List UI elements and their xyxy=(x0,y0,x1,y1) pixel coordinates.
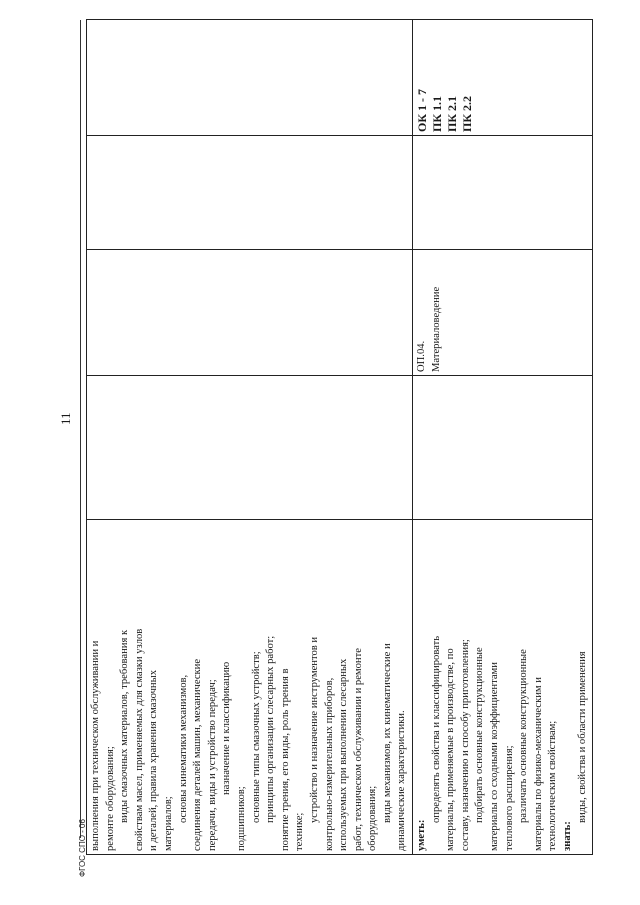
text-line: материалы со сходными коэффициентами xyxy=(489,662,501,851)
content-cell xyxy=(87,520,413,855)
empty-cell xyxy=(87,136,413,250)
competency-code: ОК 1 - 7 xyxy=(415,88,430,132)
text-line: виды смазочных материалов, требования к xyxy=(119,629,131,823)
discipline-cell xyxy=(413,250,593,376)
text-line: виды, свойства и области применения xyxy=(576,651,588,823)
text-line: материалов; xyxy=(162,796,174,851)
text-line: работ, техническом обслуживании и ремонте xyxy=(352,648,364,851)
empty-cell xyxy=(87,376,413,520)
text-line: устройство и назначение инструментов и xyxy=(308,636,320,823)
table-row xyxy=(413,20,593,855)
text-line: различать основные конструкционные xyxy=(518,649,530,823)
text-line: основы кинематики механизмов, xyxy=(177,674,189,823)
competency-code: ПК 1.1 xyxy=(430,95,445,132)
text-line: принципы организации слесарных работ; xyxy=(265,635,277,823)
empty-cell xyxy=(87,20,413,136)
text-line: динамические характеристики. xyxy=(396,710,408,851)
text-line: основные типы смазочных устройств; xyxy=(250,651,262,823)
competencies-cell xyxy=(413,20,593,136)
text-line: оборудования; xyxy=(367,785,379,851)
competency-code: ПК 2.2 xyxy=(460,95,475,132)
text-line: понятие трения, его виды, роль трения в xyxy=(279,668,291,851)
text-line: используемых при выполнении слесарных xyxy=(338,658,350,851)
competency-table xyxy=(86,19,593,855)
discipline-name: Материаловедение xyxy=(430,286,442,372)
text-line: соединения деталей машин, механические xyxy=(192,658,204,851)
empty-cell xyxy=(87,250,413,376)
text-line: назначение и классификацию xyxy=(221,661,233,795)
empty-cell xyxy=(413,376,593,520)
content-cell xyxy=(413,520,593,855)
discipline-code: ОП.04. xyxy=(416,340,428,372)
text-line: выполнения при техническом обслуживании и xyxy=(90,640,101,851)
text-line: и деталей, правила хранения смазочных xyxy=(148,669,160,851)
footer-divider xyxy=(80,20,81,838)
section-label-znat: знать: xyxy=(562,821,573,851)
text-line: подбирать основные конструкционные xyxy=(474,647,486,823)
competency-code: ПК 2.1 xyxy=(445,95,460,132)
section-label-umet: уметь: xyxy=(416,819,428,851)
page-number: 11 xyxy=(58,412,73,425)
text-line: материалы по физико-механическим и xyxy=(532,677,544,851)
text-line: контрольно-измерительных приборов, xyxy=(323,677,335,851)
text-line: технологическим свойствам; xyxy=(547,720,559,851)
text-line: теплового расширения; xyxy=(503,745,515,851)
text-line: подшипников; xyxy=(235,786,247,851)
table-row xyxy=(87,20,413,855)
table-container xyxy=(86,20,588,855)
text-line: ремонте оборудования; xyxy=(104,746,116,851)
text-line: технике; xyxy=(294,812,306,851)
text-line: виды механизмов, их кинематические и xyxy=(381,643,393,823)
empty-cell xyxy=(413,136,593,250)
text-line: материалы, применяемые в производстве, по xyxy=(445,648,457,851)
page-footer: ФГОС СПО - 06 xyxy=(78,819,87,877)
text-line: свойствам масел, применяемых для смазки узлов xyxy=(133,628,145,851)
text-line: определять свойства и классифицировать xyxy=(430,635,442,823)
text-line: передачи, виды и устройство передач; xyxy=(206,679,218,851)
text-line: составу, назначению и способу приготовления; xyxy=(459,639,471,851)
